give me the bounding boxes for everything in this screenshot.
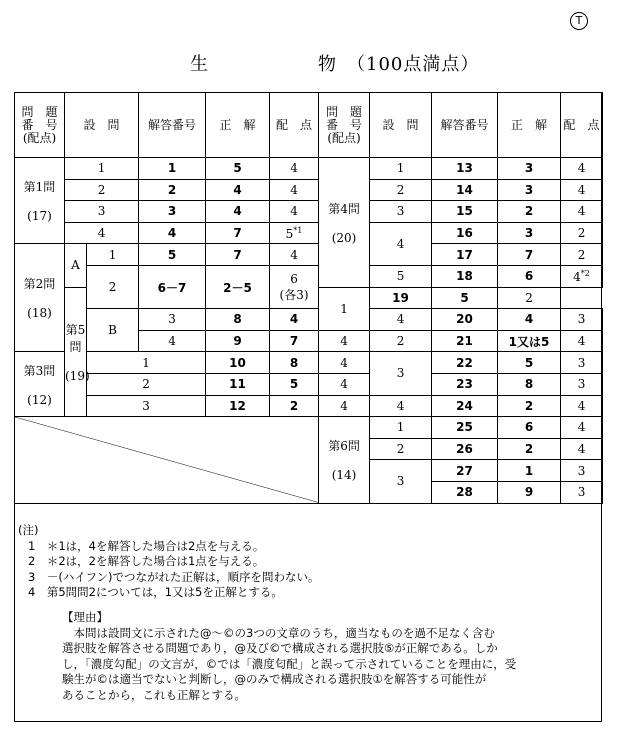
score: 3 xyxy=(561,460,603,482)
answer-no: 28 xyxy=(432,481,498,503)
correct-answer: 9 xyxy=(498,481,561,503)
q5-label: 第5問 (19) xyxy=(65,287,87,417)
score: 6 (各3) xyxy=(270,265,319,308)
header-score: 配 点 xyxy=(270,93,319,158)
sub-q: 3 xyxy=(370,460,432,503)
answer-no: 13 xyxy=(432,158,498,180)
notes xyxy=(18,523,598,601)
sub-q: 1 xyxy=(87,244,139,266)
score: 4 xyxy=(319,352,370,374)
q1-label: 第1問 (17) xyxy=(15,158,65,244)
sub-q: 2 xyxy=(87,265,139,308)
score: 5$^{*1}$ xyxy=(270,222,319,244)
correct-answer: 2 xyxy=(498,395,561,417)
answer-no: 23 xyxy=(432,373,498,395)
answer-no: 19 xyxy=(370,287,432,309)
correct-answer: 7 xyxy=(206,244,270,266)
correct-answer: 5 xyxy=(270,373,319,395)
q6-label: 第6問 (14) xyxy=(319,417,370,503)
answer-no: 10 xyxy=(206,352,270,374)
score: 4 xyxy=(270,158,319,180)
correct-answer: 7 xyxy=(270,330,319,352)
group-b: B xyxy=(87,309,139,352)
header-sub-q: 設 問 xyxy=(65,93,139,158)
score: 2 xyxy=(561,244,603,266)
correct-answer: 4 xyxy=(206,201,270,223)
score: 2 xyxy=(561,222,603,244)
reason-head: 【理由】 xyxy=(62,610,108,624)
answer-no: 25 xyxy=(432,417,498,439)
sub-q: 1 xyxy=(87,352,206,374)
header-correct: 正 解 xyxy=(206,93,270,158)
note-item: 4 第5問問2については，1又は5を正解とする。 xyxy=(28,585,283,599)
reason-block xyxy=(62,610,592,703)
answer-no: 9 xyxy=(206,330,270,352)
score: 4 xyxy=(561,330,603,352)
correct-answer: 7 xyxy=(206,222,270,244)
note-item: 3 －(ハイフン)でつながれた正解は，順序を問わない。 xyxy=(28,569,320,584)
correct-answer: 2－5 xyxy=(206,265,270,308)
correct-answer: 8 xyxy=(270,352,319,374)
answer-no: 26 xyxy=(432,438,498,460)
score: 4 xyxy=(319,330,370,352)
answer-no: 24 xyxy=(432,395,498,417)
score: 4 xyxy=(561,179,603,201)
header-q-no-r: 問 題 番 号 (配点) xyxy=(319,93,370,158)
correct-answer: 1又は5 xyxy=(498,330,561,352)
correct-answer: 2 xyxy=(498,438,561,460)
score: 3 xyxy=(561,481,603,503)
sub-q: 3 xyxy=(370,352,432,395)
answer-no: 27 xyxy=(432,460,498,482)
correct-answer: 1 xyxy=(498,460,561,482)
footnote-mark: *2 xyxy=(580,268,590,278)
correct-answer: 7 xyxy=(498,244,561,266)
t-mark-icon: T xyxy=(570,12,588,30)
answer-no: 1 xyxy=(139,158,206,180)
score: 4 xyxy=(561,417,603,439)
correct-answer: 5 xyxy=(498,352,561,374)
correct-answer: 4 xyxy=(206,179,270,201)
sub-q: 1 xyxy=(370,158,432,180)
answer-no: 17 xyxy=(432,244,498,266)
sub-q: 2 xyxy=(370,438,432,460)
q2-label: 第2問 (18) xyxy=(15,244,65,352)
answer-no: 2 xyxy=(139,179,206,201)
reason-line: 選択肢を解答させる問題であり，@及び©で構成される選択肢⑤が正解である。しか xyxy=(62,641,498,655)
answer-no: 21 xyxy=(432,330,498,352)
correct-answer: 3 xyxy=(498,158,561,180)
score: 4 xyxy=(270,201,319,223)
answer-no: 6－7 xyxy=(139,265,206,308)
correct-answer: 2 xyxy=(498,201,561,223)
sub-q: 3 xyxy=(87,395,206,417)
sub-q: 4 xyxy=(65,222,139,244)
reason-line: し，「濃度勾配」の文言が，©では「濃度匂配」と誤って示されていることを理由に，受 xyxy=(62,656,517,671)
title-subject-1: 生 xyxy=(190,54,209,75)
answer-no: 11 xyxy=(206,373,270,395)
sub-q: 2 xyxy=(65,179,139,201)
sub-q: 3 xyxy=(139,309,206,331)
score: 4 xyxy=(370,309,432,331)
score: 4 xyxy=(561,158,603,180)
sub-q: 4 xyxy=(370,395,432,417)
score: 4 xyxy=(319,395,370,417)
correct-answer: 6 xyxy=(498,417,561,439)
q4-label: 第4問 (20) xyxy=(319,158,370,288)
sub-q: 2 xyxy=(370,179,432,201)
reason-line: あることから，これも正解とする。 xyxy=(62,687,246,702)
sub-q: 4 xyxy=(139,330,206,352)
answer-no: 14 xyxy=(432,179,498,201)
correct-answer: 8 xyxy=(498,373,561,395)
header-score-r: 配 点 xyxy=(561,93,603,158)
group-a: A xyxy=(65,244,87,287)
answer-no: 18 xyxy=(432,265,498,287)
answer-no: 8 xyxy=(206,309,270,331)
sub-q: 3 xyxy=(65,201,139,223)
header-answer-no: 解答番号 xyxy=(139,93,206,158)
answer-no: 22 xyxy=(432,352,498,374)
score: 4 xyxy=(270,179,319,201)
correct-answer: 5 xyxy=(206,158,270,180)
header-correct-r: 正 解 xyxy=(498,93,561,158)
title-subject-char: 物 xyxy=(318,54,337,75)
correct-answer: 2 xyxy=(270,395,319,417)
sub-q: 1 xyxy=(65,158,139,180)
header-q-no: 問 題 番 号 (配点) xyxy=(15,93,65,158)
sub-q: 5 xyxy=(370,265,432,287)
correct-answer: 3 xyxy=(498,179,561,201)
correct-answer: 5 xyxy=(432,287,498,309)
score: 4 xyxy=(561,395,603,417)
header-sub-q-r: 設 問 xyxy=(370,93,432,158)
answer-no: 5 xyxy=(139,244,206,266)
answer-no: 4 xyxy=(139,222,206,244)
score: 3 xyxy=(561,309,603,331)
answer-no: 16 xyxy=(432,222,498,244)
q3-label: 第3問 (12) xyxy=(15,352,65,417)
reason-line: 本問は設問文に示された@～©の3つの文章のうち，適当なものを過不足なく含む xyxy=(62,625,495,640)
title-points: （100点満点） xyxy=(356,54,480,75)
score: 4 xyxy=(270,244,319,266)
sub-q: 2 xyxy=(87,373,206,395)
score: 4$^{*2}$ xyxy=(561,265,603,287)
score: 3 xyxy=(561,352,603,374)
score: 4 xyxy=(561,201,603,223)
score: 4 xyxy=(561,438,603,460)
score: 4 xyxy=(319,373,370,395)
sub-q: 2 xyxy=(370,330,432,352)
correct-answer: 4 xyxy=(498,309,561,331)
answer-no: 3 xyxy=(139,201,206,223)
footnote-mark: *1 xyxy=(293,225,303,235)
answer-no: 15 xyxy=(432,201,498,223)
notes-head: (注) xyxy=(18,523,39,537)
title-subject-2 xyxy=(318,50,479,76)
reason-line: 験生が©は適当でないと判断し，@のみで構成される選択肢①を解答する可能性が xyxy=(62,672,487,686)
score: 3 xyxy=(561,373,603,395)
note-item: 2 ＊2は，2を解答した場合は1点を与える。 xyxy=(28,554,265,568)
sub-q: 1 xyxy=(370,417,432,439)
correct-answer: 4 xyxy=(270,309,319,331)
note-item: 1 ＊1は，4を解答した場合は2点を与える。 xyxy=(28,538,265,553)
sub-q: 3 xyxy=(370,201,432,223)
sub-q: 1 xyxy=(319,287,370,330)
score: 2 xyxy=(498,287,561,309)
answer-no: 12 xyxy=(206,395,270,417)
answer-no: 20 xyxy=(432,309,498,331)
sub-q: 4 xyxy=(370,222,432,265)
correct-answer: 3 xyxy=(498,222,561,244)
correct-answer: 6 xyxy=(498,265,561,287)
header-answer-no-r: 解答番号 xyxy=(432,93,498,158)
